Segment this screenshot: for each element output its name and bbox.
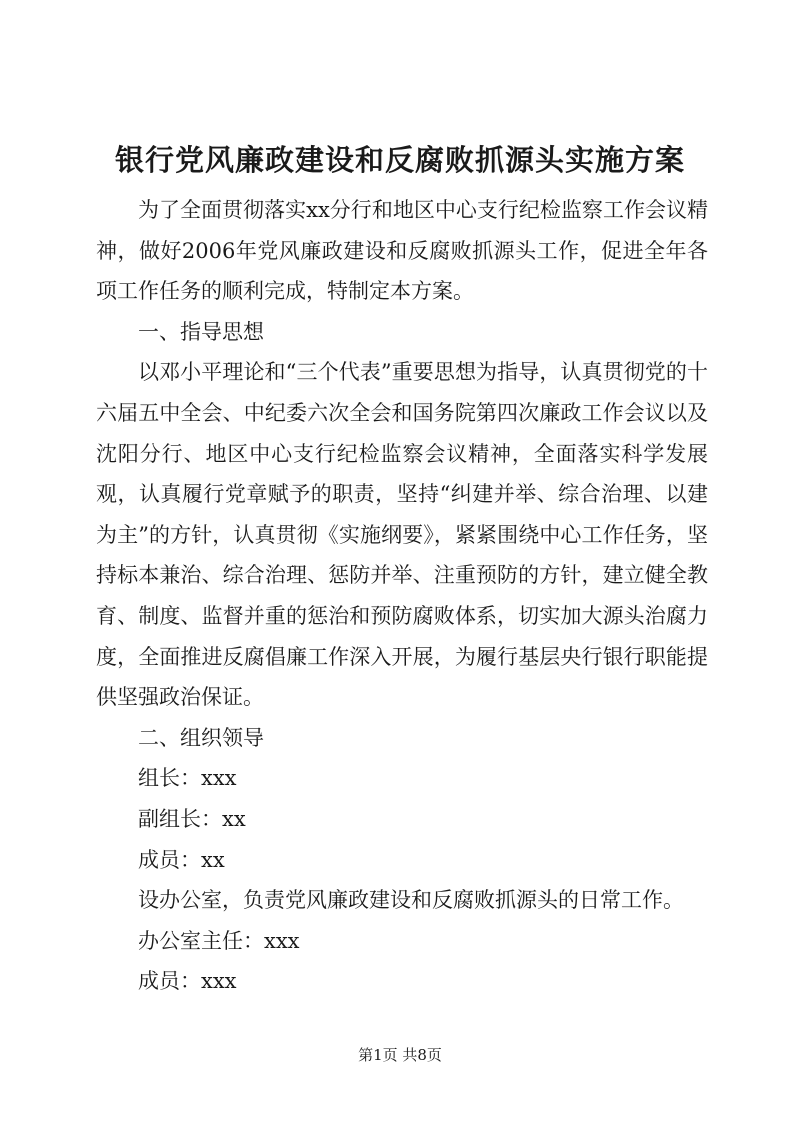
office-members-line: 成员：xxx <box>138 969 237 994</box>
document-title: 银行党风廉政建设和反腐败抓源头实施方案 <box>114 143 685 177</box>
document-body <box>96 190 708 1002</box>
office-setup-line: 设办公室，负责党风廉政建设和反腐败抓源头的日常工作。 <box>138 888 684 913</box>
section-heading-organization: 二、组织领导 <box>138 725 264 750</box>
page-footer: 第1页 共8页 <box>358 1046 442 1064</box>
guiding-ideology-paragraph: 以邓小平理论和“三个代表”重要思想为指导，认真贯彻党的十六届五中全会、中纪委六次全会和国务院第四次廉政工作会议以及沈阳分行、地区中心支行纪检监察会议精神，全面落实科学发展观，认真履行党章赋予的职责，坚持“纠建并举、综合治理、以建为主”的方针，认真贯彻《实施纲要》，紧紧围绕中心工作任务，坚持标本兼治、综合治理、惩防并举、注重预防的方针，建立健全教育、制度、监督并重的惩治和预防腐败体系，切实加大源头治腐力度，全面推进反腐倡廉工作深入开展，为履行基层央行银行职能提供坚强政治保证。 <box>96 360 708 710</box>
deputy-leader-line: 副组长：xx <box>138 806 246 831</box>
intro-paragraph: 为了全面贯彻落实xx分行和地区中心支行纪检监察工作会议精神，做好2006年党风廉政建设和反腐败抓源头工作，促进全年各项工作任务的顺利完成，特制定本方案。 <box>96 198 708 304</box>
members-line: 成员：xx <box>138 847 225 872</box>
office-director-line: 办公室主任：xxx <box>138 928 300 953</box>
section-heading-guiding-ideology: 一、指导思想 <box>138 319 264 344</box>
team-leader-line: 组长：xxx <box>138 766 237 791</box>
